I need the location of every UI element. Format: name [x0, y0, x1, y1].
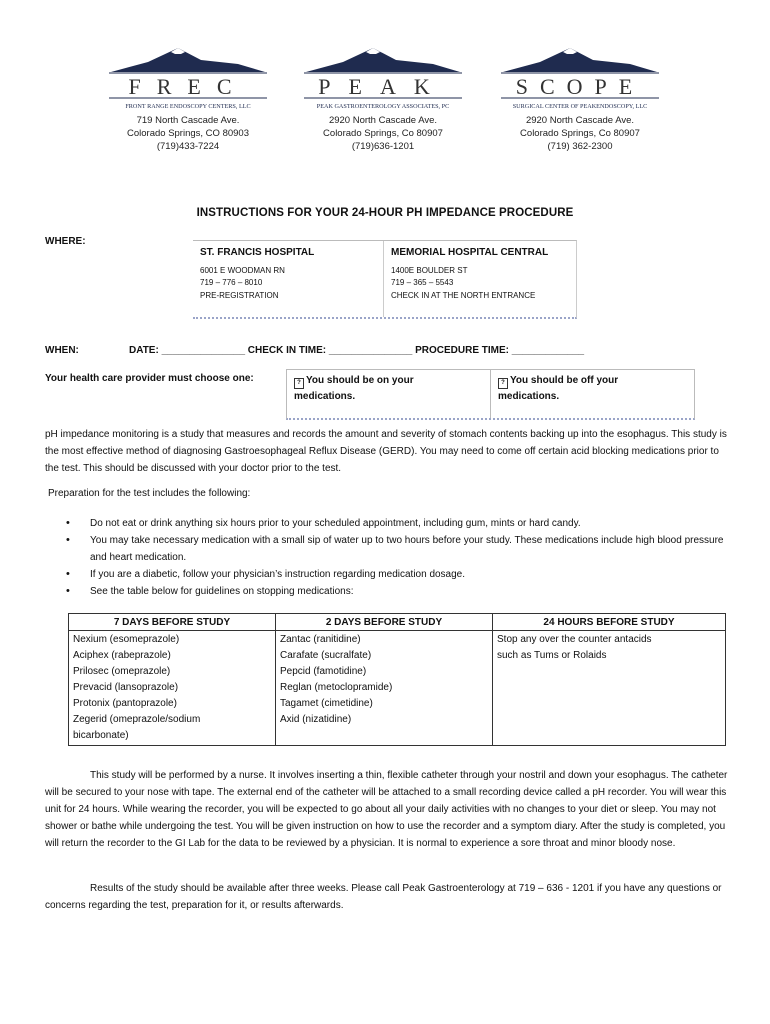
medication-choice-table — [286, 369, 695, 420]
logo-address-1: 2920 North Cascade Ave. — [525, 115, 635, 126]
logo-letters: FREC — [128, 74, 248, 99]
medication-item: Prilosec (omeprazole) — [73, 666, 171, 677]
option-off-medications[interactable] — [498, 373, 678, 405]
medication-item: Zantac (ranitidine) — [280, 634, 361, 645]
hospital-phone: 719 – 365 – 5543 — [391, 278, 454, 287]
where-label: WHERE: — [45, 236, 86, 247]
when-fields[interactable]: DATE: _______________ CHECK IN TIME: _______________ PROCEDURE TIME: _____________ — [129, 345, 585, 356]
medication-item: Nexium (esomeprazole) — [73, 634, 180, 645]
hospital-memorial — [391, 247, 548, 302]
medication-item: Protonix (pantoprazole) — [73, 698, 177, 709]
hospital-name: MEMORIAL HOSPITAL CENTRAL — [391, 247, 549, 258]
logo-address-1: 2920 North Cascade Ave. — [328, 115, 438, 126]
list-item: • If you are a diabetic, follow your physician’s instruction regarding medication dosage. — [60, 566, 730, 583]
logo-address-2: Colorado Springs, Co 80907 — [323, 128, 443, 139]
list-item: • Do not eat or drink anything six hours prior to your scheduled appointment, including gum, mints or hard candy. — [60, 515, 730, 532]
list-item: • See the table below for guidelines on stopping medications: — [60, 583, 730, 600]
logo-address-2: Colorado Springs, Co 80907 — [520, 128, 640, 139]
option-on-medications[interactable] — [294, 373, 474, 405]
hospital-address: 1400E BOULDER ST — [391, 265, 468, 275]
logo-letters: PEAK — [318, 74, 448, 99]
mountain-logo-icon — [495, 42, 665, 112]
checkbox-icon[interactable]: ? — [498, 378, 508, 389]
divider — [490, 370, 491, 418]
table-header-row — [69, 614, 726, 631]
medication-item: Stop any over the counter antacids — [497, 634, 652, 645]
table-row — [69, 631, 726, 746]
hospital-phone: 719 – 776 – 8010 — [200, 278, 263, 287]
hospital-table — [193, 240, 577, 319]
hospital-name: ST. FRANCIS HOSPITAL — [200, 247, 315, 258]
logo-subtitle: FRONT RANGE ENDOSCOPY CENTERS, LLC — [125, 103, 251, 110]
table-cell-7-days — [69, 631, 276, 746]
preparation-intro: Preparation for the test includes the following: — [48, 488, 251, 499]
intro-paragraph: pH impedance monitoring is a study that measures and records the amount and severity of stomach contents backing up into the esophagus. This study is the most effective method of diagnosing Gastroesophageal Reflux Disease (GERD). You may need to come off certain acid blocking medications prior to the test. This should be discussed with your doctor prior to the test. — [45, 429, 727, 474]
logo-subtitle: PEAK GASTROENTEROLOGY ASSOCIATES, PC — [316, 103, 450, 110]
option-off-label: You should be off your medications. — [498, 375, 619, 402]
column-header: 2 DAYS BEFORE STUDY — [276, 614, 493, 631]
preparation-list — [60, 515, 730, 600]
medication-item: such as Tums or Rolaids — [497, 650, 607, 661]
table-cell-24-hours — [493, 631, 726, 746]
list-item: • You may take necessary medication with a small sip of water up to two hours before your study. These medications include high blood pressure and heart medication. — [60, 532, 730, 566]
study-paragraph: This study will be performed by a nurse. It involves inserting a thin, flexible catheter through your nostril and down your esophagus. The catheter will be secured to your nose with tape. The external end of the catheter will be attached to a small recording device called a pH recorder. You will wear this unit for 24 hours. While wearing the recorder, you will be expected to go about all your daily activities with no changes to your diet or sleep. You may not shower or bathe while undergoing the test. You will be given instruction on how to use the recorder and a symptom diary. After the study is completed, you will return the recorder to the GI Lab for the data to be reviewed by a physician. It is normal to experience a sore throat and minor bloody nose. — [45, 770, 728, 849]
logo-peak — [298, 42, 468, 153]
logo-phone: (719)636-1201 — [351, 141, 415, 152]
logo-frec — [103, 42, 273, 153]
hospital-note: PRE-REGISTRATION — [200, 290, 279, 300]
logo-phone: (719) 362-2300 — [547, 141, 613, 152]
logo-scope — [495, 42, 665, 153]
provider-choice-label: Your health care provider must choose one: — [45, 373, 254, 384]
divider — [383, 241, 384, 317]
hospital-note: CHECK IN AT THE NORTH ENTRANCE — [391, 290, 536, 300]
when-label: WHEN: — [45, 345, 79, 356]
medication-item: Aciphex (rabeprazole) — [73, 650, 171, 661]
hospital-st-francis — [200, 247, 314, 302]
medication-table — [68, 613, 726, 746]
medication-item: Prevacid (lansoprazole) — [73, 682, 179, 693]
column-header: 24 HOURS BEFORE STUDY — [493, 614, 726, 631]
medication-item: bicarbonate) — [73, 730, 129, 741]
logo-subtitle: SURGICAL CENTER OF PEAKENDOSCOPY, LLC — [512, 103, 648, 110]
medication-item: Axid (nizatidine) — [280, 714, 352, 725]
medication-item: Carafate (sucralfate) — [280, 650, 372, 661]
option-on-label: You should be on your medications. — [294, 375, 414, 402]
logo-address-1: 719 North Cascade Ave. — [136, 115, 240, 126]
logo-letters: SCOPE — [515, 74, 645, 99]
table-cell-2-days — [276, 631, 493, 746]
logo-address-2: Colorado Springs, CO 80903 — [127, 128, 249, 139]
mountain-logo-icon — [103, 42, 273, 112]
mountain-logo-icon — [298, 42, 468, 112]
results-paragraph: Results of the study should be available after three weeks. Please call Peak Gastroenterology at 719 – 636 - 1201 if you have any questions or concerns regarding the test, preparation for it, or results afterwards. — [45, 883, 722, 911]
hospital-address: 6001 E WOODMAN RN — [200, 265, 285, 275]
column-header: 7 DAYS BEFORE STUDY — [69, 614, 276, 631]
medication-item: Tagamet (cimetidine) — [280, 698, 373, 709]
medication-item: Pepcid (famotidine) — [280, 666, 367, 677]
logo-phone: (719)433-7224 — [156, 141, 220, 152]
medication-item: Reglan (metoclopramide) — [280, 682, 393, 693]
page-title: INSTRUCTIONS FOR YOUR 24-HOUR PH IMPEDANCE PROCEDURE — [196, 207, 574, 219]
checkbox-icon[interactable]: ? — [294, 378, 304, 389]
medication-item: Zegerid (omeprazole/sodium — [73, 714, 201, 725]
